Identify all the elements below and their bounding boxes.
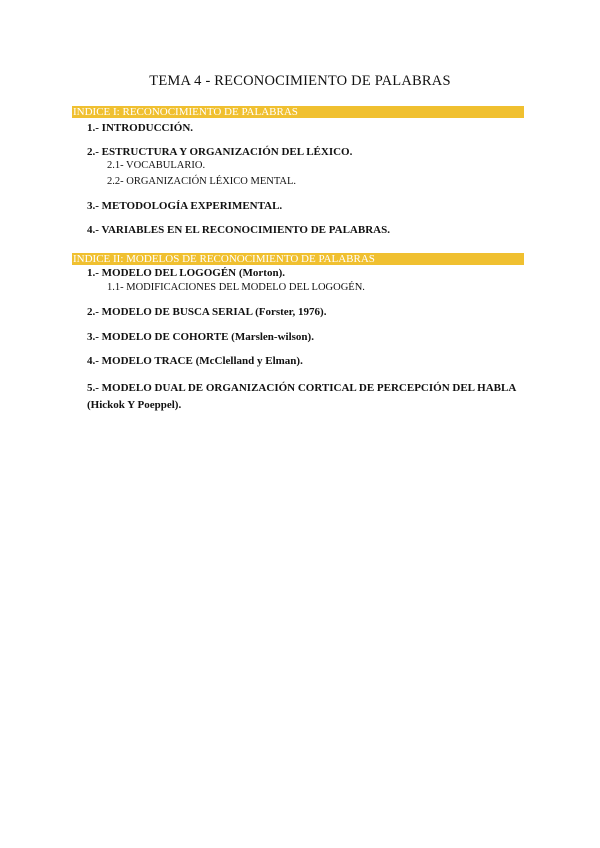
list-subitem: 2.2- ORGANIZACIÓN LÉXICO MENTAL. (107, 176, 297, 187)
page-title: TEMA 4 - RECONOCIMIENTO DE PALABRAS (149, 73, 451, 89)
list-item (87, 380, 527, 414)
list-item: 2.- ESTRUCTURA Y ORGANIZACIÓN DEL LÉXICO. (87, 146, 353, 158)
section-heading-indice-1 (72, 106, 524, 118)
list-item-label: 5.- MODELO DUAL DE ORGANIZACIÓN CORTICAL DE PERCEPCIÓN DEL HABLA (Hickok Y Poeppel). (87, 382, 516, 411)
list-item: 3.- METODOLOGÍA EXPERIMENTAL. (87, 200, 283, 212)
list-item: 1.- MODELO DEL LOGOGÉN (Morton). (87, 267, 285, 279)
section-heading-label: INDICE II: MODELOS DE RECONOCIMIENTO DE PALABRAS (73, 253, 375, 265)
list-item: 2.- MODELO DE BUSCA SERIAL (Forster, 1976). (87, 306, 327, 318)
list-subitem: 2.1- VOCABULARIO. (107, 160, 206, 171)
list-subitem: 1.1- MODIFICACIONES DEL MODELO DEL LOGOGÉN. (107, 282, 365, 293)
list-item: 4.- MODELO TRACE (McClelland y Elman). (87, 355, 303, 367)
section-heading-label: INDICE I: RECONOCIMIENTO DE PALABRAS (73, 106, 298, 118)
list-item: 1.- INTRODUCCIÓN. (87, 122, 194, 134)
list-item: 4.- VARIABLES EN EL RECONOCIMIENTO DE PALABRAS. (87, 224, 390, 236)
list-item: 3.- MODELO DE COHORTE (Marslen-wilson). (87, 331, 314, 343)
section-heading-indice-2 (72, 253, 524, 265)
